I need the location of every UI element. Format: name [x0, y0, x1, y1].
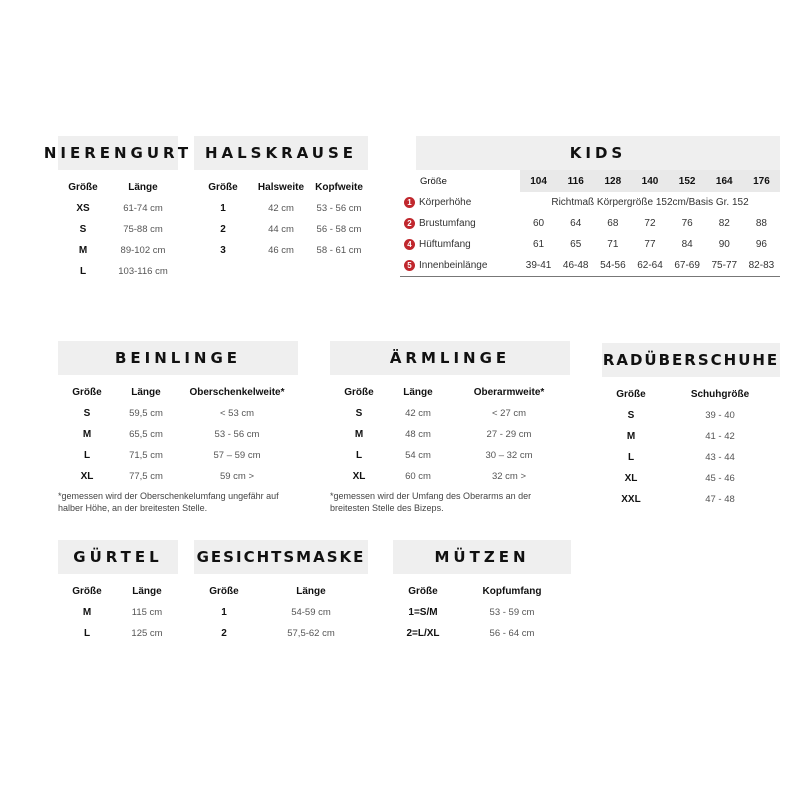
- size-cell: 2=L/XL: [406, 628, 440, 639]
- size-cell: M: [354, 429, 364, 440]
- value-cell: 65: [570, 239, 582, 250]
- length-cell: 59,5 cm: [129, 408, 163, 419]
- table-row: [194, 219, 368, 240]
- head-circumference-cell: 53 - 59 cm: [489, 607, 535, 618]
- number-badge: 4: [404, 239, 415, 250]
- guertel-table-block: [58, 540, 178, 644]
- table-header-row: [58, 580, 178, 602]
- length-cell: 60 cm: [405, 471, 431, 482]
- size-header: 116: [557, 170, 594, 192]
- thigh-width-cell: 53 - 56 cm: [214, 429, 260, 440]
- column-header: Größe: [344, 386, 374, 398]
- gesichtsmaske-table-block: [194, 540, 368, 644]
- value-cell: 54-56: [594, 255, 631, 277]
- table-row: [602, 426, 780, 447]
- value-cell: 46-48: [557, 255, 594, 277]
- table-row: [194, 240, 368, 261]
- size-cell: M: [626, 431, 636, 442]
- measure-label-text: Innenbeinlänge: [419, 260, 488, 272]
- head-width-cell: 56 - 58 cm: [316, 224, 362, 235]
- size-cell: 1: [220, 203, 226, 214]
- length-cell: 75-88 cm: [123, 224, 163, 235]
- length-cell: 65,5 cm: [129, 429, 163, 440]
- neck-width-cell: 46 cm: [268, 245, 294, 256]
- arm-width-cell: < 27 cm: [491, 408, 527, 419]
- nierengurt-table-block: [43, 136, 193, 282]
- value-cell: 64: [570, 218, 582, 229]
- column-header: Größe: [72, 585, 102, 597]
- length-cell: 42 cm: [405, 408, 431, 419]
- neck-width-cell: 44 cm: [268, 224, 294, 235]
- length-cell: 125 cm: [131, 628, 163, 639]
- thigh-width-cell: 57 – 59 cm: [213, 450, 261, 461]
- table-row: [58, 445, 298, 466]
- column-header: Halsweite: [257, 181, 305, 193]
- shoe-size-cell: 41 - 42: [705, 431, 735, 442]
- body-height-note: Richtmaß Körpergröße 152cm/Basis Gr. 152: [551, 197, 749, 208]
- size-header: 164: [706, 170, 743, 192]
- guertel-title: GÜRTEL: [58, 540, 178, 574]
- beinlinge-table-block: [58, 341, 298, 514]
- length-cell: 89-102 cm: [120, 245, 166, 256]
- table-row: [58, 466, 298, 487]
- value-cell: 82-83: [743, 255, 780, 277]
- head-circumference-cell: 56 - 64 cm: [489, 628, 535, 639]
- measure-label-text: Hüftumfang: [419, 239, 471, 251]
- length-cell: 115 cm: [131, 607, 163, 618]
- length-cell: 54 cm: [405, 450, 431, 461]
- size-label: Größe: [420, 175, 447, 187]
- column-header: Länge: [403, 386, 433, 398]
- measure-label-text: Körperhöhe: [419, 197, 472, 209]
- table-row: [58, 219, 178, 240]
- guertel-table: [58, 580, 178, 644]
- column-header: Größe: [72, 386, 102, 398]
- measure-label: [400, 255, 520, 277]
- measure-label: [400, 213, 520, 234]
- column-header: Oberarmweite*: [473, 386, 545, 398]
- arm-width-cell: 30 – 32 cm: [485, 450, 533, 461]
- table-row: [194, 623, 368, 644]
- column-header: Größe: [208, 181, 238, 193]
- value-cell: 62-64: [631, 255, 668, 277]
- nierengurt-title: NIERENGURT: [58, 136, 178, 170]
- size-cell: L: [355, 450, 363, 461]
- value-cell: 67-69: [669, 255, 706, 277]
- arm-width-cell: 32 cm >: [491, 471, 527, 482]
- size-header: 176: [743, 170, 780, 192]
- halskrause-title: HALSKRAUSE: [194, 136, 368, 170]
- beinlinge-title: BEINLINGE: [58, 341, 298, 375]
- beinlinge-table: [58, 381, 298, 487]
- table-row: [400, 192, 780, 213]
- column-header: Länge: [131, 386, 161, 398]
- column-header: Schuhgröße: [690, 388, 750, 400]
- value-cell: 96: [755, 239, 767, 250]
- size-header: 128: [594, 170, 631, 192]
- head-width-cell: 58 - 61 cm: [316, 245, 362, 256]
- table-header-row: [194, 580, 368, 602]
- table-header-row: [58, 176, 178, 198]
- aermlinge-table: [330, 381, 570, 487]
- size-cell: M: [82, 607, 92, 618]
- value-cell: 71: [607, 239, 619, 250]
- size-cell: S: [83, 408, 91, 419]
- table-row: [194, 198, 368, 219]
- neck-width-cell: 42 cm: [268, 203, 294, 214]
- size-cell: 1=S/M: [408, 607, 438, 618]
- size-cell: M: [82, 429, 92, 440]
- size-cell: S: [627, 410, 635, 421]
- length-cell: 57,5-62 cm: [287, 628, 335, 639]
- size-cell: XL: [624, 473, 638, 484]
- length-cell: 103-116 cm: [118, 266, 168, 277]
- size-cell: 1: [221, 607, 227, 618]
- value-cell: 77: [644, 239, 656, 250]
- column-header: Länge: [132, 585, 162, 597]
- table-row: [330, 466, 570, 487]
- value-cell: 60: [533, 218, 545, 229]
- column-header: Kopfumfang: [482, 585, 542, 597]
- size-cell: 2: [220, 224, 226, 235]
- shoe-size-cell: 47 - 48: [705, 494, 735, 505]
- measure-label-text: Brustumfang: [419, 218, 476, 230]
- length-cell: 54-59 cm: [291, 607, 331, 618]
- value-cell: 61: [533, 239, 545, 250]
- table-row: [400, 255, 780, 277]
- column-header: Größe: [616, 388, 646, 400]
- number-badge: 2: [404, 218, 415, 229]
- nierengurt-table: [58, 176, 178, 282]
- aermlinge-title: ÄRMLINGE: [330, 341, 570, 375]
- table-header-row: [393, 580, 571, 602]
- table-header-row: [194, 176, 368, 198]
- value-cell: 82: [718, 218, 730, 229]
- table-row: [58, 261, 178, 282]
- radueberschuhe-table: [602, 383, 780, 510]
- table-header-row: [602, 383, 780, 405]
- length-cell: 77,5 cm: [129, 471, 163, 482]
- number-badge: 5: [404, 260, 415, 271]
- table-row: [194, 602, 368, 623]
- size-cell: 2: [221, 628, 227, 639]
- muetzen-title: MÜTZEN: [393, 540, 571, 574]
- value-cell: 90: [718, 239, 730, 250]
- table-row: [400, 234, 780, 255]
- footnote: *gemessen wird der Oberschenkelumfang ungefähr auf halber Höhe, an der breitesten Stelle.: [58, 491, 279, 513]
- table-row: [58, 403, 298, 424]
- size-cell: XS: [76, 203, 90, 214]
- table-row: [400, 213, 780, 234]
- size-cell: XXL: [621, 494, 641, 505]
- column-header: Größe: [209, 585, 239, 597]
- table-row: [602, 405, 780, 426]
- table-header-row: [400, 170, 780, 192]
- value-cell: 84: [681, 239, 693, 250]
- gesichtsmaske-table: [194, 580, 368, 644]
- table-row: [330, 403, 570, 424]
- size-cell: 3: [220, 245, 226, 256]
- aermlinge-table-block: [330, 341, 570, 514]
- measure-label: [400, 192, 520, 213]
- size-cell: L: [627, 452, 635, 463]
- size-header: 104: [520, 170, 557, 192]
- column-header: Kopfweite: [315, 181, 363, 193]
- table-row: [393, 602, 571, 623]
- size-cell: L: [83, 450, 91, 461]
- table-row: [58, 198, 178, 219]
- size-cell: XL: [352, 471, 366, 482]
- kids-table: [400, 170, 780, 277]
- table-row: [393, 623, 571, 644]
- value-cell: 68: [607, 218, 619, 229]
- muetzen-table: [393, 580, 571, 644]
- length-cell: 61-74 cm: [123, 203, 163, 214]
- length-cell: 71,5 cm: [129, 450, 163, 461]
- shoe-size-cell: 45 - 46: [705, 473, 735, 484]
- arm-width-cell: 27 - 29 cm: [486, 429, 532, 440]
- value-cell: 39-41: [520, 255, 557, 277]
- measure-label: [400, 234, 520, 255]
- column-header: Länge: [128, 181, 158, 193]
- radueberschuhe-table-block: [602, 343, 780, 510]
- table-row: [602, 447, 780, 468]
- kids-table-block: [400, 136, 780, 277]
- thigh-width-cell: 59 cm >: [219, 471, 255, 482]
- thigh-width-cell: < 53 cm: [219, 408, 255, 419]
- column-header: Oberschenkelweite*: [189, 386, 285, 398]
- radueberschuhe-title: RADÜBERSCHUHE: [602, 343, 780, 377]
- table-row: [58, 240, 178, 261]
- halskrause-table: [194, 176, 368, 261]
- kids-title: KIDS: [416, 136, 780, 170]
- table-row: [602, 468, 780, 489]
- size-cell: M: [78, 245, 88, 256]
- size-cell: XL: [80, 471, 94, 482]
- size-header: 152: [669, 170, 706, 192]
- table-row: [58, 424, 298, 445]
- head-width-cell: 53 - 56 cm: [316, 203, 362, 214]
- size-cell: L: [83, 628, 91, 639]
- length-cell: 48 cm: [405, 429, 431, 440]
- table-row: [330, 445, 570, 466]
- size-cell: L: [79, 266, 87, 277]
- size-cell: S: [355, 408, 363, 419]
- table-header-row: [58, 381, 298, 403]
- value-cell: 75-77: [706, 255, 743, 277]
- table-row: [58, 623, 178, 644]
- column-header: Länge: [296, 585, 326, 597]
- gesichtsmaske-title: GESICHTSMASKE: [194, 540, 368, 574]
- table-row: [330, 424, 570, 445]
- table-header-row: [330, 381, 570, 403]
- value-cell: 76: [681, 218, 693, 229]
- footnote: *gemessen wird der Umfang des Oberarms an der breitesten Stelle des Bizeps.: [330, 491, 532, 513]
- value-cell: 88: [755, 218, 767, 229]
- shoe-size-cell: 43 - 44: [705, 452, 735, 463]
- size-header: 140: [631, 170, 668, 192]
- muetzen-table-block: [393, 540, 571, 644]
- table-row: [58, 602, 178, 623]
- column-header: Größe: [408, 585, 438, 597]
- size-cell: S: [79, 224, 87, 235]
- table-row: [602, 489, 780, 510]
- column-header: Größe: [68, 181, 98, 193]
- number-badge: 1: [404, 197, 415, 208]
- value-cell: 72: [644, 218, 656, 229]
- shoe-size-cell: 39 - 40: [705, 410, 735, 421]
- halskrause-table-block: [194, 136, 368, 261]
